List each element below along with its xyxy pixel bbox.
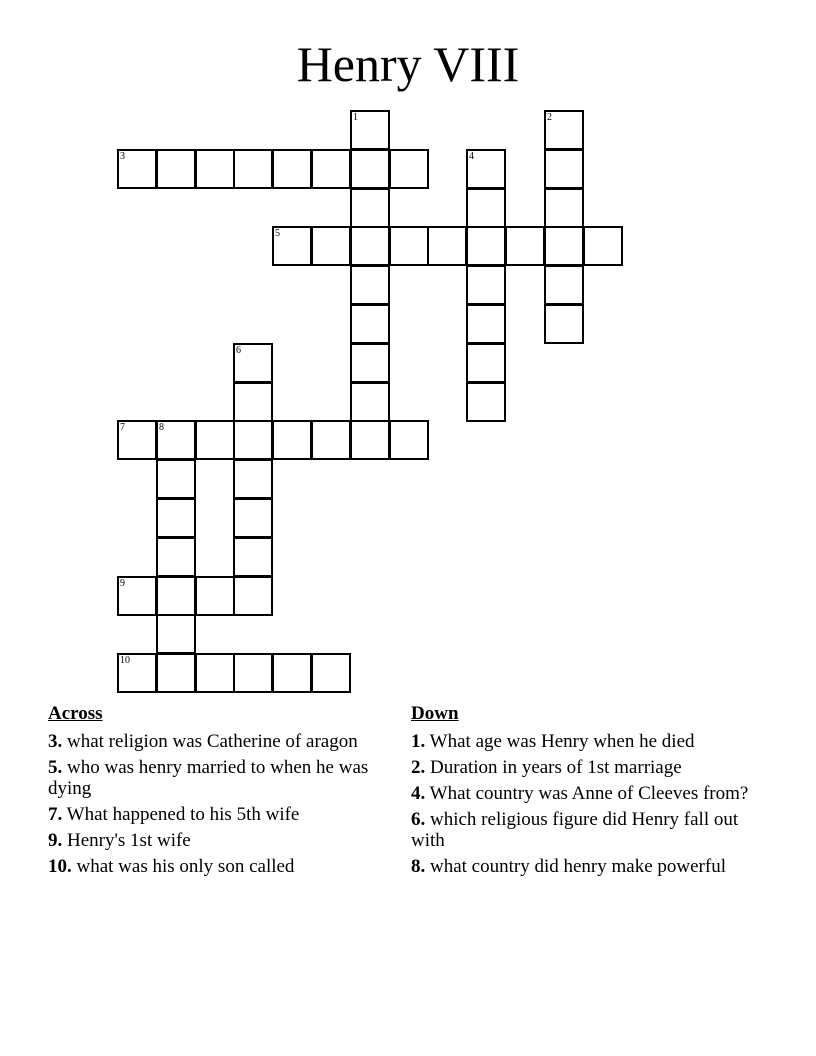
crossword-cell[interactable] bbox=[583, 226, 623, 266]
clue-number: 3. bbox=[48, 731, 63, 752]
crossword-cell[interactable] bbox=[117, 149, 157, 189]
crossword-cell[interactable] bbox=[233, 420, 273, 460]
crossword-cell[interactable] bbox=[117, 576, 157, 616]
crossword-cell[interactable] bbox=[156, 614, 196, 654]
crossword-cell[interactable] bbox=[156, 498, 196, 538]
down-clues bbox=[411, 703, 751, 882]
cell-number: 5 bbox=[275, 228, 280, 239]
crossword-cell[interactable] bbox=[544, 188, 584, 228]
crossword-cell[interactable] bbox=[466, 382, 506, 422]
crossword-cell[interactable] bbox=[233, 343, 273, 383]
crossword-cell[interactable] bbox=[466, 304, 506, 344]
clue-number: 5. bbox=[48, 757, 63, 778]
crossword-cell[interactable] bbox=[233, 653, 273, 693]
crossword-cell[interactable] bbox=[466, 226, 506, 266]
clue-number: 6. bbox=[411, 809, 426, 830]
crossword-cell[interactable] bbox=[350, 265, 390, 305]
clue-down-6 bbox=[411, 809, 751, 851]
crossword-cell[interactable] bbox=[350, 382, 390, 422]
crossword-cell[interactable] bbox=[195, 420, 235, 460]
crossword-cell[interactable] bbox=[156, 537, 196, 577]
crossword-cell[interactable] bbox=[233, 459, 273, 499]
crossword-cell[interactable] bbox=[544, 304, 584, 344]
crossword-cell[interactable] bbox=[350, 304, 390, 344]
clue-number: 2. bbox=[411, 757, 426, 778]
crossword-cell[interactable] bbox=[544, 110, 584, 150]
crossword-cell[interactable] bbox=[195, 149, 235, 189]
clue-down-4 bbox=[411, 783, 751, 804]
clue-across-10 bbox=[48, 856, 378, 877]
page-title: Henry VIII bbox=[296, 36, 520, 92]
cell-number: 4 bbox=[469, 151, 474, 162]
crossword-cell[interactable] bbox=[272, 226, 312, 266]
crossword-cell[interactable] bbox=[389, 149, 429, 189]
crossword-cell[interactable] bbox=[233, 537, 273, 577]
crossword-cell[interactable] bbox=[466, 188, 506, 228]
crossword-cell[interactable] bbox=[311, 226, 351, 266]
clue-number: 4. bbox=[411, 783, 426, 804]
clue-down-8 bbox=[411, 856, 751, 877]
crossword-cell[interactable] bbox=[195, 653, 235, 693]
crossword-cell[interactable] bbox=[272, 420, 312, 460]
crossword-cell[interactable] bbox=[350, 110, 390, 150]
crossword-cell[interactable] bbox=[466, 149, 506, 189]
crossword-cell[interactable] bbox=[233, 382, 273, 422]
crossword-cell[interactable] bbox=[156, 459, 196, 499]
clue-text: who was henry married to when he was dying bbox=[48, 757, 369, 799]
crossword-cell[interactable] bbox=[233, 149, 273, 189]
down-heading: Down bbox=[411, 703, 459, 724]
crossword-cell[interactable] bbox=[156, 149, 196, 189]
clue-down-2 bbox=[411, 757, 751, 778]
crossword-cell[interactable] bbox=[156, 576, 196, 616]
clue-text: what was his only son called bbox=[76, 856, 295, 877]
crossword-cell[interactable] bbox=[350, 188, 390, 228]
crossword-cell[interactable] bbox=[389, 226, 429, 266]
crossword-cell[interactable] bbox=[233, 576, 273, 616]
cell-number: 8 bbox=[159, 422, 164, 433]
cell-number: 9 bbox=[120, 578, 125, 589]
crossword-cell[interactable] bbox=[272, 653, 312, 693]
crossword-cell[interactable] bbox=[466, 343, 506, 383]
crossword-cell[interactable] bbox=[427, 226, 467, 266]
crossword-cell[interactable] bbox=[544, 226, 584, 266]
crossword-cell[interactable] bbox=[117, 420, 157, 460]
clue-text: what country did henry make powerful bbox=[430, 856, 726, 877]
crossword-cell[interactable] bbox=[156, 420, 196, 460]
clue-down-1 bbox=[411, 731, 751, 752]
crossword-cell[interactable] bbox=[389, 420, 429, 460]
clue-text: What country was Anne of Cleeves from? bbox=[429, 783, 749, 804]
crossword-cell[interactable] bbox=[350, 343, 390, 383]
crossword-cell[interactable] bbox=[272, 149, 312, 189]
crossword-cell[interactable] bbox=[233, 498, 273, 538]
crossword-cell[interactable] bbox=[117, 653, 157, 693]
cell-number: 1 bbox=[353, 112, 358, 123]
clue-number: 10. bbox=[48, 856, 72, 877]
clue-number: 1. bbox=[411, 731, 426, 752]
crossword-cell[interactable] bbox=[505, 226, 545, 266]
crossword-cell[interactable] bbox=[544, 265, 584, 305]
crossword-cell[interactable] bbox=[466, 265, 506, 305]
cell-number: 3 bbox=[120, 151, 125, 162]
crossword-cell[interactable] bbox=[195, 576, 235, 616]
cell-number: 2 bbox=[547, 112, 552, 123]
clue-across-3 bbox=[48, 731, 378, 752]
clue-across-7 bbox=[48, 804, 378, 825]
clue-text: What happened to his 5th wife bbox=[66, 804, 300, 825]
cell-number: 7 bbox=[120, 422, 125, 433]
clue-text: Duration in years of 1st marriage bbox=[430, 757, 682, 778]
crossword-cell[interactable] bbox=[544, 149, 584, 189]
cell-number: 6 bbox=[236, 345, 241, 356]
clue-across-5 bbox=[48, 757, 378, 799]
clue-across-9 bbox=[48, 830, 378, 851]
clue-number: 7. bbox=[48, 804, 63, 825]
clue-number: 8. bbox=[411, 856, 426, 877]
cell-number: 10 bbox=[120, 655, 130, 666]
crossword-cell[interactable] bbox=[156, 653, 196, 693]
clue-text: Henry's 1st wife bbox=[67, 830, 191, 851]
clue-text: which religious figure did Henry fall out with bbox=[411, 809, 739, 851]
clue-text: what religion was Catherine of aragon bbox=[67, 731, 358, 752]
across-heading: Across bbox=[48, 703, 103, 724]
crossword-cell[interactable] bbox=[311, 149, 351, 189]
clue-number: 9. bbox=[48, 830, 63, 851]
clue-text: What age was Henry when he died bbox=[429, 731, 695, 752]
crossword-cell[interactable] bbox=[350, 149, 390, 189]
crossword-cell[interactable] bbox=[350, 226, 390, 266]
crossword-cell[interactable] bbox=[311, 420, 351, 460]
crossword-cell[interactable] bbox=[350, 420, 390, 460]
across-clues bbox=[48, 703, 378, 882]
crossword-cell[interactable] bbox=[311, 653, 351, 693]
